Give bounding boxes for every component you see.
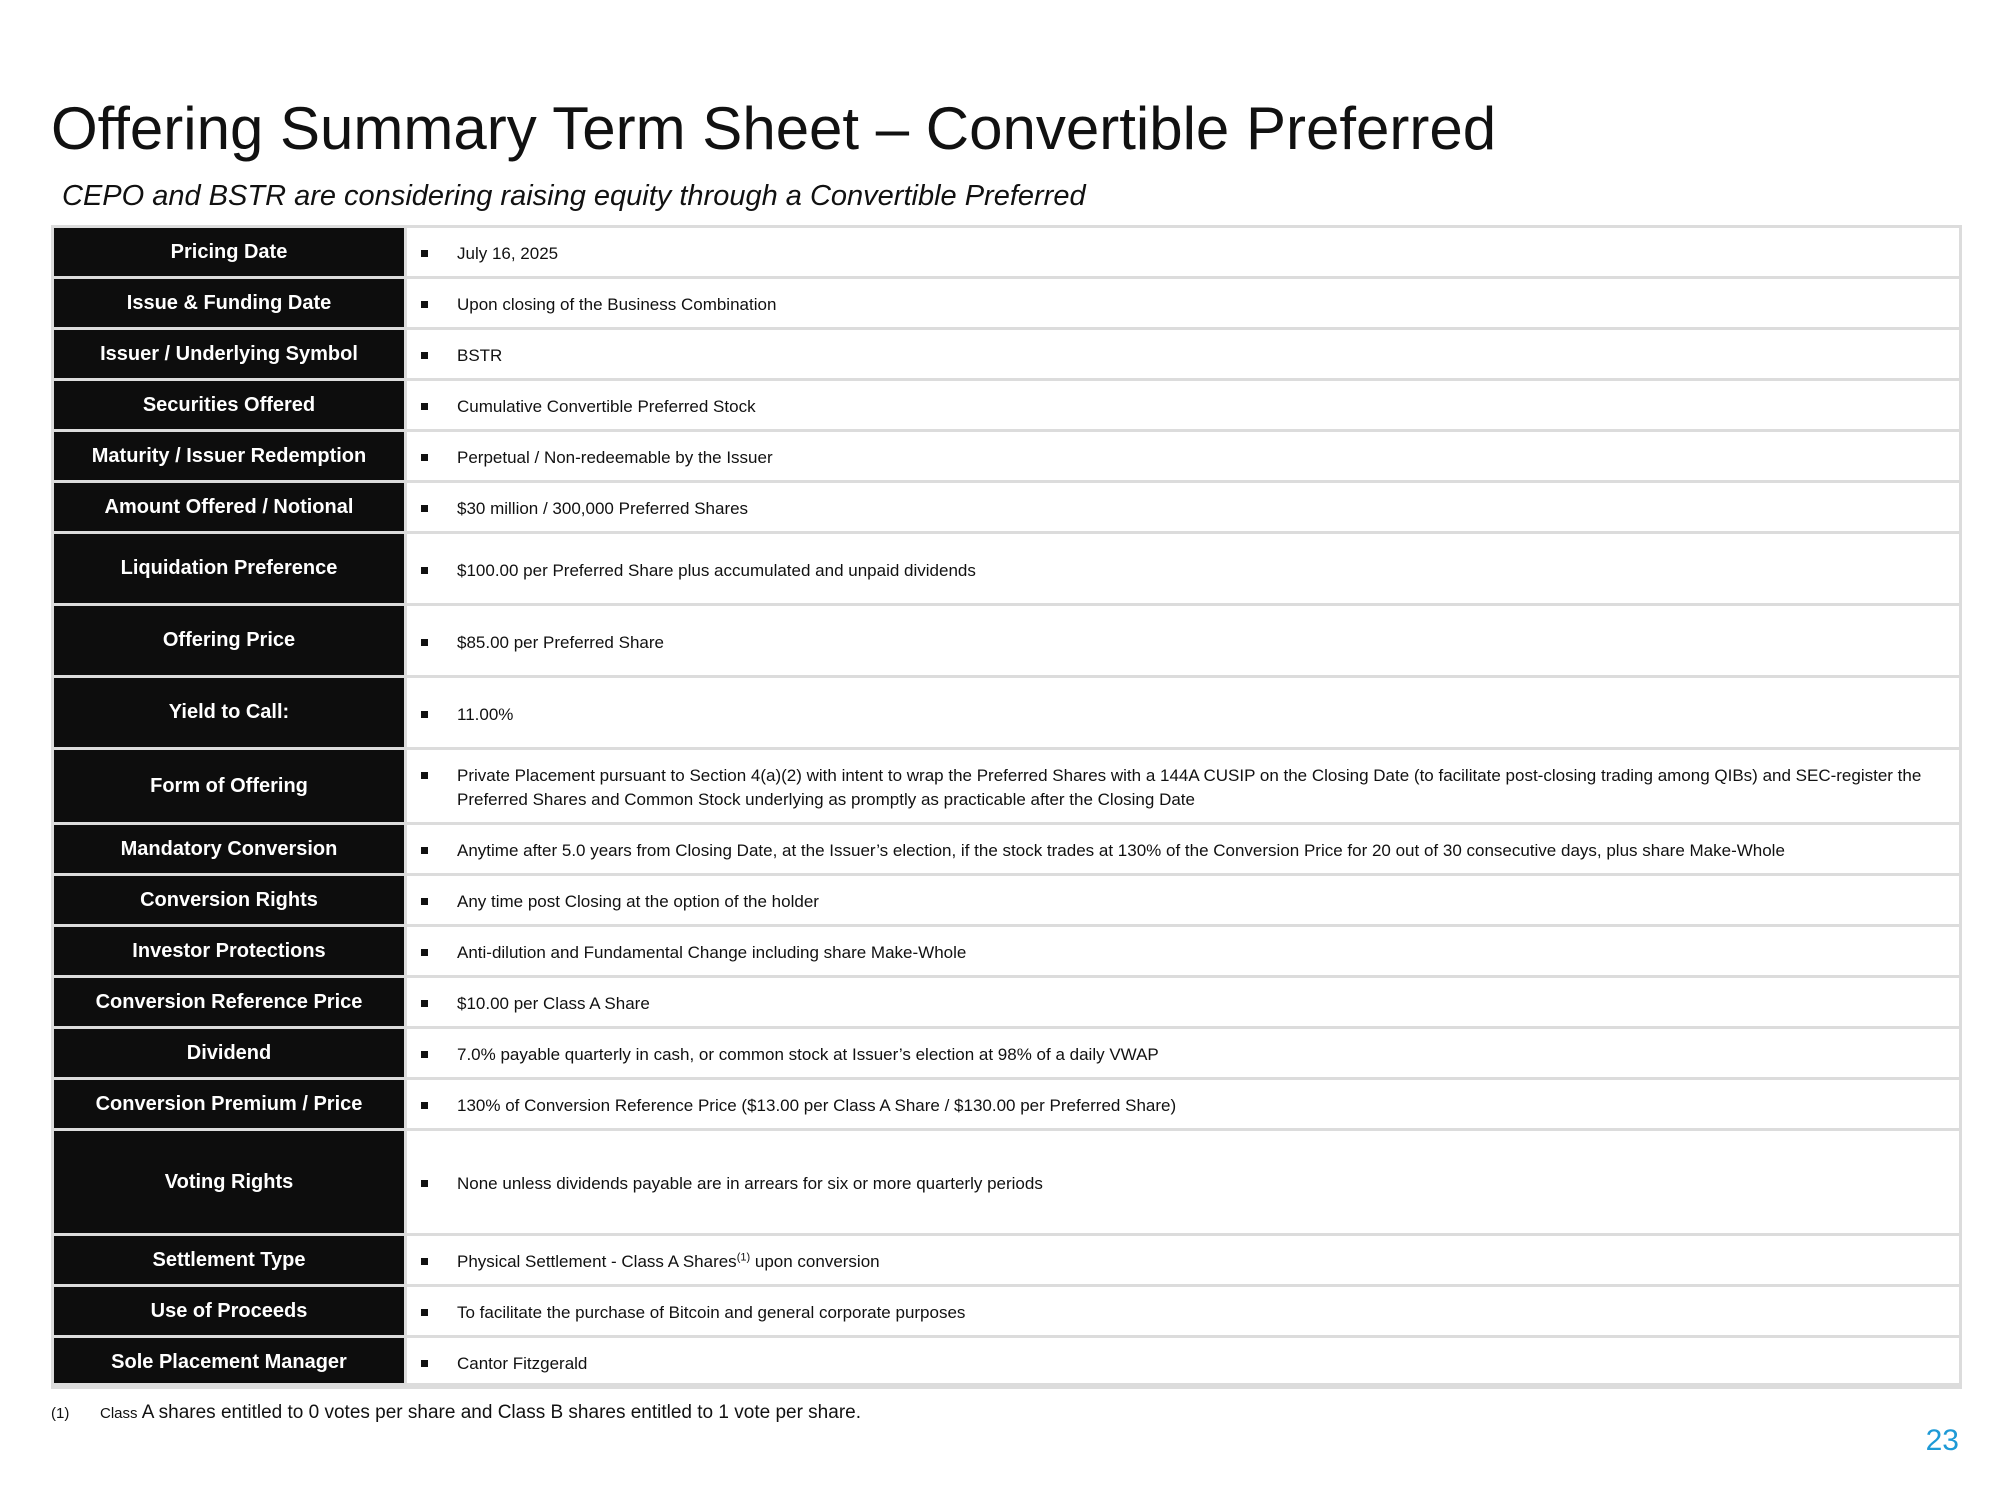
table-row: [53, 482, 1961, 533]
bullet-icon: [421, 1309, 428, 1316]
row-value: BSTR: [457, 346, 503, 365]
bullet-icon: [421, 772, 428, 779]
table-row: [53, 605, 1961, 677]
bullet-icon: [421, 639, 428, 646]
bullet-icon: [421, 1258, 428, 1265]
row-value: Any time post Closing at the option of the holder: [457, 892, 819, 911]
row-value-cell: [406, 749, 1961, 824]
row-label: Dividend: [53, 1028, 406, 1079]
row-value-cell: [406, 605, 1961, 677]
bullet-icon: [421, 1360, 428, 1367]
footnote-text: A shares entitled to 0 votes per share and Class B shares entitled to 1 vote per share.: [137, 1402, 861, 1423]
row-value-cell: [406, 1337, 1961, 1388]
row-label: Sole Placement Manager: [53, 1337, 406, 1388]
row-label: Offering Price: [53, 605, 406, 677]
table-row: [53, 1337, 1961, 1388]
row-value: Cumulative Convertible Preferred Stock: [457, 397, 756, 416]
row-label: Conversion Reference Price: [53, 977, 406, 1028]
row-label: Mandatory Conversion: [53, 824, 406, 875]
row-label: Liquidation Preference: [53, 533, 406, 605]
row-value: 7.0% payable quarterly in cash, or common stock at Issuer’s election at 98% of a daily VWAP: [457, 1045, 1159, 1064]
row-label: Issue & Funding Date: [53, 278, 406, 329]
table-row: [53, 1235, 1961, 1286]
row-value-cell: [406, 227, 1961, 278]
bullet-icon: [421, 301, 428, 308]
row-value-cell: [406, 1235, 1961, 1286]
table-row: [53, 926, 1961, 977]
row-value-cell: [406, 677, 1961, 749]
page-subtitle: CEPO and BSTR are considering raising equity through a Convertible Preferred: [62, 180, 1086, 212]
row-value-cell: [406, 431, 1961, 482]
table-row: [53, 875, 1961, 926]
row-value: Cantor Fitzgerald: [457, 1354, 588, 1373]
table-row: [53, 824, 1961, 875]
row-label: Securities Offered: [53, 380, 406, 431]
row-value: Physical Settlement - Class A Shares: [457, 1252, 737, 1271]
row-value: None unless dividends payable are in arrears for six or more quarterly periods: [457, 1174, 1043, 1193]
row-value-composite: [457, 1250, 1929, 1274]
bullet-icon: [421, 352, 428, 359]
row-value-cell: [406, 1028, 1961, 1079]
row-value: 130% of Conversion Reference Price ($13.00 per Class A Share / $130.00 per Preferred Share): [457, 1096, 1177, 1115]
row-value: Private Placement pursuant to Section 4(a)(2) with intent to wrap the Preferred Shares with a 144A CUSIP on the Closing Date (to facilitate post-closing trading among QIBs) and SEC-register the Preferred Shares and Common Stock underlying as promptly as practicable after the Closing Date: [457, 766, 1922, 809]
bullet-icon: [421, 1051, 428, 1058]
page-title: Offering Summary Term Sheet – Convertible Preferred: [51, 95, 1497, 162]
table-row: [53, 533, 1961, 605]
row-value: $100.00 per Preferred Share plus accumulated and unpaid dividends: [457, 560, 976, 580]
row-value: Anti-dilution and Fundamental Change including share Make-Whole: [457, 943, 967, 962]
row-value-cell: [406, 533, 1961, 605]
table-row: [53, 1130, 1961, 1235]
row-label: Maturity / Issuer Redemption: [53, 431, 406, 482]
row-value-cell: [406, 1079, 1961, 1130]
row-value: To facilitate the purchase of Bitcoin and general corporate purposes: [457, 1303, 966, 1322]
bullet-icon: [421, 505, 428, 512]
table-row: [53, 1286, 1961, 1337]
row-label: Investor Protections: [53, 926, 406, 977]
row-value: July 16, 2025: [457, 244, 559, 263]
row-label: Use of Proceeds: [53, 1286, 406, 1337]
row-label: Voting Rights: [53, 1130, 406, 1235]
footnote-lead: Class: [100, 1405, 138, 1422]
row-value-cell: [406, 926, 1961, 977]
row-value: 11.00%: [457, 704, 514, 724]
table-row: [53, 977, 1961, 1028]
bullet-icon: [421, 847, 428, 854]
bullet-icon: [421, 898, 428, 905]
table-row: [53, 278, 1961, 329]
bullet-icon: [421, 949, 428, 956]
table-row: [53, 749, 1961, 824]
table-row: [53, 329, 1961, 380]
row-value: $30 million / 300,000 Preferred Shares: [457, 499, 749, 518]
row-value: Upon closing of the Business Combination: [457, 295, 777, 314]
row-value: $10.00 per Class A Share: [457, 994, 650, 1013]
row-label: Settlement Type: [53, 1235, 406, 1286]
row-value-cell: [406, 380, 1961, 431]
table-row: [53, 1079, 1961, 1130]
row-label: Form of Offering: [53, 749, 406, 824]
bullet-icon: [421, 403, 428, 410]
table-row: [53, 1028, 1961, 1079]
footnote-divider: [51, 1383, 1962, 1386]
bullet-icon: [421, 1180, 428, 1187]
row-value-cell: [406, 875, 1961, 926]
page-number: 23: [1925, 1424, 1959, 1457]
bullet-icon: [421, 1102, 428, 1109]
row-value-cell: [406, 482, 1961, 533]
row-label: Amount Offered / Notional: [53, 482, 406, 533]
row-value-cell: [406, 278, 1961, 329]
row-label: Conversion Premium / Price: [53, 1079, 406, 1130]
footnote-ref: (1): [736, 1251, 751, 1264]
table-row: [53, 227, 1961, 278]
bullet-icon: [421, 250, 428, 257]
table-row: [53, 431, 1961, 482]
bullet-icon: [421, 711, 428, 718]
row-value-cell: [406, 977, 1961, 1028]
row-value-suffix: upon conversion: [750, 1252, 880, 1271]
row-value: $85.00 per Preferred Share: [457, 632, 664, 652]
bullet-icon: [421, 454, 428, 461]
row-label: Yield to Call:: [53, 677, 406, 749]
row-value-cell: [406, 1286, 1961, 1337]
row-value-cell: [406, 824, 1961, 875]
footnote-number: (1): [51, 1405, 70, 1422]
table-row: [53, 380, 1961, 431]
footnote: [51, 1402, 861, 1424]
row-value-cell: [406, 329, 1961, 380]
table-row: [53, 677, 1961, 749]
row-label: Pricing Date: [53, 227, 406, 278]
term-sheet-table: [51, 225, 1962, 1389]
bullet-icon: [421, 1000, 428, 1007]
row-label: Conversion Rights: [53, 875, 406, 926]
row-value: Perpetual / Non-redeemable by the Issuer: [457, 448, 773, 467]
row-value: Anytime after 5.0 years from Closing Date, at the Issuer’s election, if the stock trades at 130% of the Conversion Price for 20 out of 30 consecutive days, plus share Make-Whole: [457, 841, 1785, 860]
bullet-icon: [421, 567, 428, 574]
row-value-cell: [406, 1130, 1961, 1235]
row-label: Issuer / Underlying Symbol: [53, 329, 406, 380]
